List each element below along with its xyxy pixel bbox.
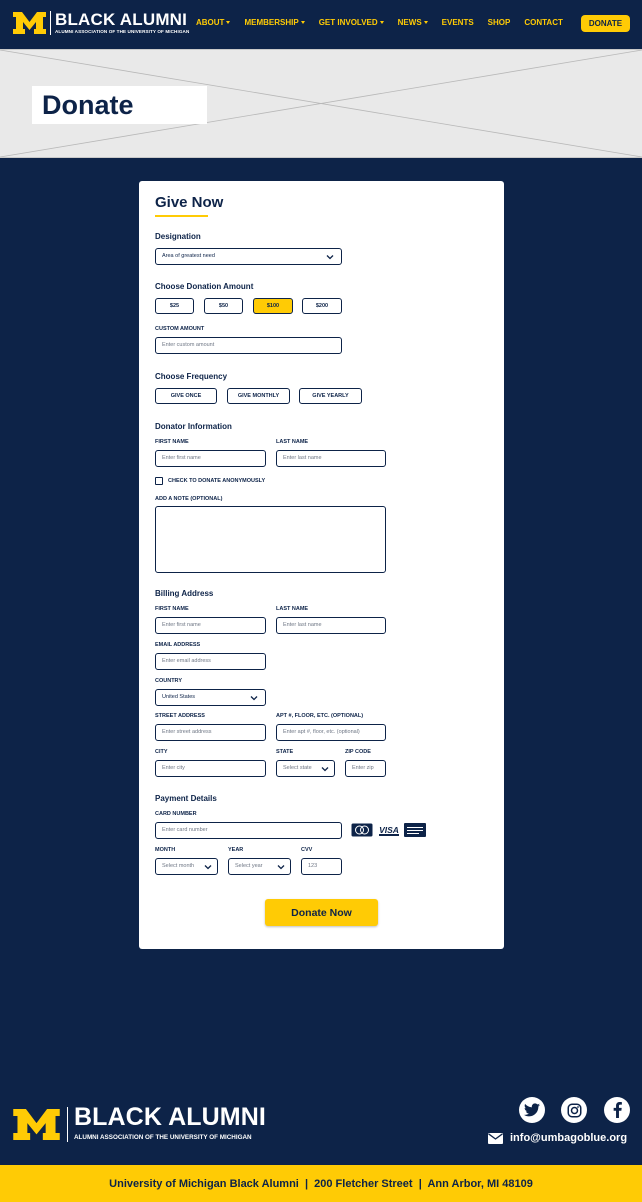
donator-last-name-input[interactable]: Enter last name: [276, 450, 386, 467]
email-label: EMAIL ADDRESS: [155, 642, 201, 648]
payment-heading: Payment Details: [155, 794, 217, 803]
email-input[interactable]: Enter email address: [155, 653, 266, 670]
cvv-input[interactable]: 123: [301, 858, 342, 875]
caret-down-icon: [226, 21, 230, 24]
nav-item-contact[interactable]: CONTACT: [524, 18, 563, 27]
footer-email-text: info@umbagoblue.org: [510, 1132, 628, 1144]
nav-item-about[interactable]: ABOUT: [196, 18, 230, 27]
footer-logo-subtitle: ALUMNI ASSOCIATION OF THE UNIVERSITY OF MICHIGAN: [74, 1134, 252, 1141]
apt-input[interactable]: Enter apt #, floor, etc. (optional): [276, 724, 386, 741]
amount-option-50[interactable]: $50: [204, 298, 243, 314]
donator-heading: Donator Information: [155, 422, 232, 431]
frequency-heading: Choose Frequency: [155, 372, 228, 381]
logo-title[interactable]: BLACK ALUMNI: [55, 10, 188, 29]
page-title: Donate: [42, 90, 134, 120]
footer-block-m-logo-icon[interactable]: [13, 1109, 60, 1140]
logo-subtitle: ALUMNI ASSOCIATION OF THE UNIVERSITY OF MICHIGAN: [55, 29, 190, 34]
block-m-logo-icon[interactable]: [13, 12, 46, 34]
hero-title-box: [32, 86, 207, 124]
state-label: STATE: [276, 749, 294, 755]
note-textarea[interactable]: [155, 506, 386, 573]
caret-down-icon: [301, 21, 305, 24]
country-label: COUNTRY: [155, 678, 182, 684]
billing-first-name-input[interactable]: Enter first name: [155, 617, 266, 634]
month-label: MONTH: [155, 847, 176, 853]
amount-option-200[interactable]: $200: [302, 298, 342, 314]
amount-heading: Choose Donation Amount: [155, 282, 254, 291]
nav-item-get-involved[interactable]: GET INVOLVED: [319, 18, 384, 27]
footer-address-bar: [0, 1165, 642, 1202]
donation-form-card: [139, 181, 504, 949]
amex-icon: [404, 823, 426, 837]
billing-last-name-input[interactable]: Enter last name: [276, 617, 386, 634]
caret-down-icon: [424, 21, 428, 24]
chevron-down-icon: [325, 252, 335, 262]
year-select[interactable]: Select year: [228, 858, 291, 875]
mastercard-icon: [351, 823, 373, 837]
chevron-down-icon: [249, 693, 259, 703]
top-nav: [0, 0, 642, 49]
logo-divider: [50, 11, 51, 35]
card-number-input[interactable]: Enter card number: [155, 822, 342, 839]
amount-option-25[interactable]: $25: [155, 298, 194, 314]
nav-donate-button[interactable]: DONATE: [581, 15, 630, 32]
chevron-down-icon: [203, 862, 213, 872]
visa-icon: [379, 823, 399, 837]
caret-down-icon: [380, 21, 384, 24]
instagram-icon[interactable]: [561, 1097, 587, 1123]
billing-last-name-label: LAST NAME: [276, 606, 309, 612]
donate-now-button[interactable]: Donate Now: [265, 899, 378, 926]
twitter-icon[interactable]: [519, 1097, 545, 1123]
apt-label: APT #, FLOOR, ETC. (OPTIONAL): [276, 713, 364, 719]
state-select[interactable]: Select state: [276, 760, 335, 777]
custom-amount-label: CUSTOM AMOUNT: [155, 326, 205, 332]
footer-email[interactable]: [488, 1132, 627, 1144]
chevron-down-icon: [320, 764, 330, 774]
nav-item-shop[interactable]: SHOP: [487, 18, 511, 27]
custom-amount-input[interactable]: Enter custom amount: [155, 337, 342, 354]
designation-heading: Designation: [155, 232, 201, 241]
billing-heading: Billing Address: [155, 589, 214, 598]
nav-item-news[interactable]: NEWS: [398, 18, 428, 27]
year-label: YEAR: [228, 847, 244, 853]
anonymous-label: CHECK TO DONATE ANONYMOUSLY: [168, 478, 266, 484]
nav-menu: [196, 18, 563, 27]
hero-banner: [0, 49, 642, 158]
donator-first-name-input[interactable]: Enter first name: [155, 450, 266, 467]
zip-label: ZIP CODE: [345, 749, 371, 755]
frequency-monthly-button[interactable]: GIVE MONTHLY: [227, 388, 290, 404]
donator-last-name-label: LAST NAME: [276, 439, 309, 445]
form-title: Give Now: [155, 194, 224, 211]
nav-item-events[interactable]: EVENTS: [441, 18, 474, 27]
street-input[interactable]: Enter street address: [155, 724, 266, 741]
frequency-once-button[interactable]: GIVE ONCE: [155, 388, 217, 404]
country-select[interactable]: United States: [155, 689, 266, 706]
billing-first-name-label: FIRST NAME: [155, 606, 189, 612]
month-select[interactable]: Select month: [155, 858, 218, 875]
city-label: CITY: [155, 749, 168, 755]
chevron-down-icon: [276, 862, 286, 872]
designation-select[interactable]: Area of greatest need: [155, 248, 342, 265]
zip-input[interactable]: Enter zip: [345, 760, 386, 777]
frequency-yearly-button[interactable]: GIVE YEARLY: [299, 388, 362, 404]
street-label: STREET ADDRESS: [155, 713, 205, 719]
envelope-icon: [488, 1133, 503, 1144]
donator-first-name-label: FIRST NAME: [155, 439, 189, 445]
title-underline: [155, 215, 208, 217]
footer-logo-title[interactable]: BLACK ALUMNI: [74, 1103, 266, 1131]
amount-option-100[interactable]: $100: [253, 298, 293, 314]
card-number-label: CARD NUMBER: [155, 811, 197, 817]
nav-item-membership[interactable]: MEMBERSHIP: [244, 18, 304, 27]
facebook-icon[interactable]: [604, 1097, 630, 1123]
city-input[interactable]: Enter city: [155, 760, 266, 777]
cvv-label: CVV: [301, 847, 313, 853]
anonymous-checkbox[interactable]: [155, 477, 163, 485]
note-label: ADD A NOTE (OPTIONAL): [155, 496, 223, 502]
footer-address: University of Michigan Black Alumni | 200 Fletcher Street | Ann Arbor, MI 48109: [109, 1177, 533, 1190]
footer-logo-divider: [67, 1107, 68, 1142]
svg-text:VISA: VISA: [379, 825, 399, 835]
